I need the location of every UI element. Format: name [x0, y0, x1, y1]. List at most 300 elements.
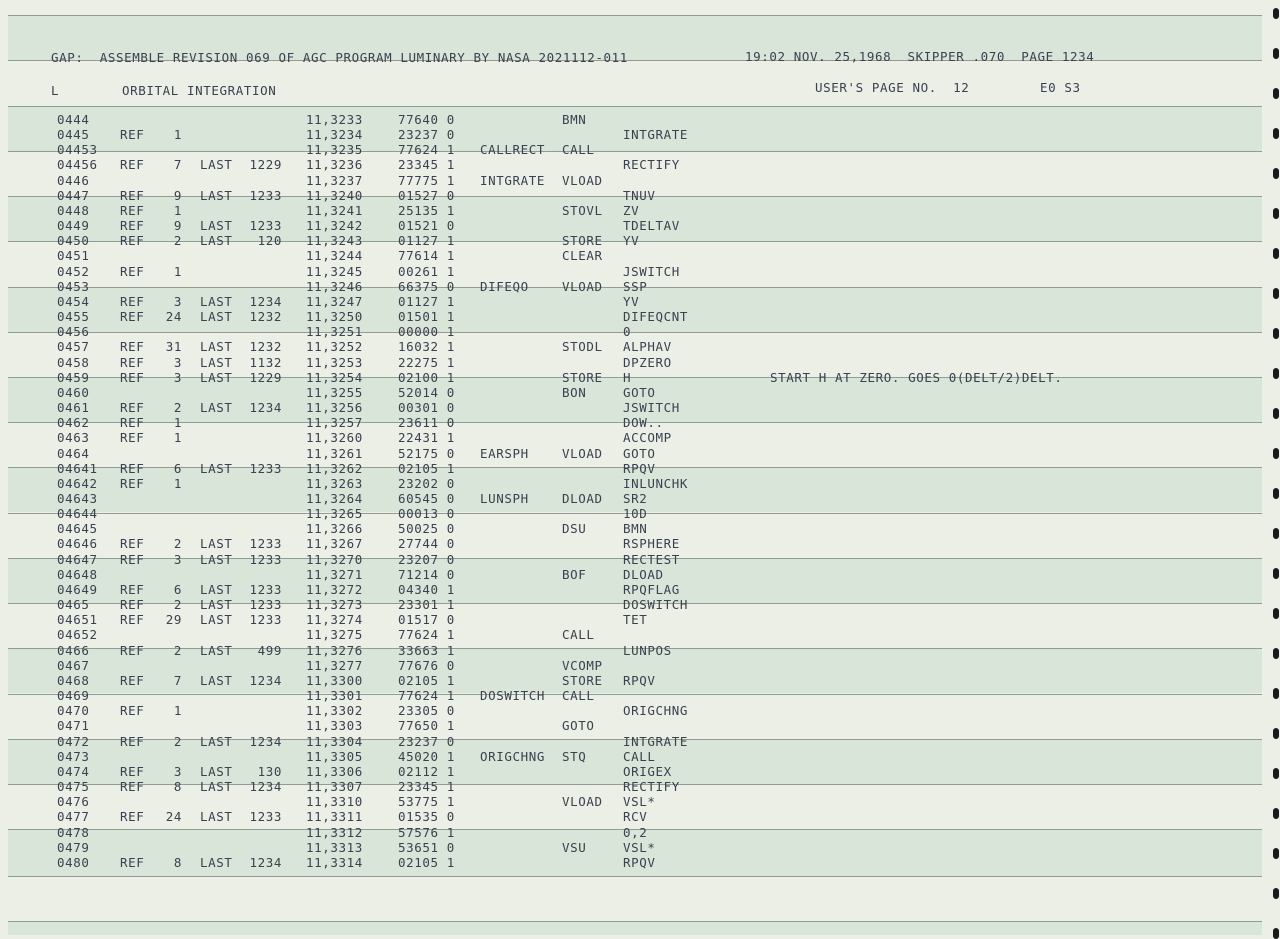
ref-keyword: REF: [120, 536, 145, 552]
operand: ORIGEX: [623, 763, 672, 779]
octal-word: 23305 0: [398, 703, 455, 719]
address: 11,3266: [306, 521, 363, 537]
last-keyword: LAST: [200, 581, 233, 597]
line-number: 0475: [57, 779, 90, 795]
ref-count: 7: [173, 157, 182, 173]
line-number: 04453: [57, 142, 98, 158]
last-keyword: LAST: [200, 309, 233, 325]
ref-keyword: REF: [120, 339, 145, 355]
ref-count: 1: [173, 430, 182, 446]
line-number: 0454: [57, 293, 90, 309]
operand: RECTIFY: [623, 779, 680, 795]
last-page: 1132: [249, 354, 282, 370]
octal-word: 23345 1: [398, 157, 455, 173]
label: DIFEQO: [480, 278, 529, 294]
ref-count: 1: [173, 475, 182, 491]
address: 11,3301: [306, 688, 363, 704]
operand: 10D: [623, 506, 648, 522]
last-page: 1234: [249, 672, 282, 688]
last-keyword: LAST: [200, 779, 233, 795]
address: 11,3273: [306, 597, 363, 613]
opcode: CALL: [562, 627, 595, 643]
feed-hole: [1273, 768, 1279, 779]
address: 11,3306: [306, 763, 363, 779]
ref-keyword: REF: [120, 809, 145, 825]
operand: RECTEST: [623, 551, 680, 567]
opcode: VLOAD: [562, 794, 603, 810]
ref-count: 1: [173, 703, 182, 719]
operand: RECTIFY: [623, 157, 680, 173]
listing-row: [0, 552, 1270, 567]
listing-row: [0, 461, 1270, 476]
last-keyword: LAST: [200, 597, 233, 613]
feed-hole: [1273, 688, 1279, 699]
octal-word: 00013 0: [398, 506, 455, 522]
listing-row: [0, 840, 1270, 855]
last-keyword: LAST: [200, 854, 233, 870]
operand: DPZERO: [623, 354, 672, 370]
last-keyword: LAST: [200, 233, 233, 249]
listing-row: [0, 567, 1270, 582]
feed-hole: [1273, 88, 1279, 99]
listing-row: [0, 203, 1270, 218]
line-number: 0472: [57, 733, 90, 749]
octal-word: 53775 1: [398, 794, 455, 810]
last-keyword: LAST: [200, 763, 233, 779]
listing-row: [0, 749, 1270, 764]
line-number: 0471: [57, 718, 90, 734]
address: 11,3265: [306, 506, 363, 522]
ref-count: 2: [173, 233, 182, 249]
feed-hole: [1273, 208, 1279, 219]
operand: RPQV: [623, 460, 656, 476]
listing-row: [0, 233, 1270, 248]
operand: DOSWITCH: [623, 597, 689, 613]
address: 11,3312: [306, 824, 363, 840]
ref-keyword: REF: [120, 854, 145, 870]
operand: INTGRATE: [623, 733, 689, 749]
octal-word: 02105 1: [398, 460, 455, 476]
octal-word: 53651 0: [398, 839, 455, 855]
feed-hole: [1273, 168, 1279, 179]
octal-word: 52014 0: [398, 384, 455, 400]
octal-word: 23301 1: [398, 597, 455, 613]
ref-count: 1: [173, 263, 182, 279]
address: 11,3240: [306, 187, 363, 203]
line-number: 04648: [57, 566, 98, 582]
feed-hole: [1273, 248, 1279, 259]
operand: 0,2: [623, 824, 648, 840]
opcode: STODL: [562, 339, 603, 355]
feed-hole: [1273, 328, 1279, 339]
octal-word: 23207 0: [398, 551, 455, 567]
listing-row: [0, 643, 1270, 658]
octal-word: 00261 1: [398, 263, 455, 279]
last-keyword: LAST: [200, 809, 233, 825]
octal-word: 60545 0: [398, 491, 455, 506]
ref-count: 6: [173, 581, 182, 597]
feed-hole: [1273, 928, 1279, 939]
line-number: 0473: [57, 748, 90, 764]
operand: RPQV: [623, 854, 656, 870]
ref-keyword: REF: [120, 597, 145, 613]
operand: GOTO: [623, 384, 656, 400]
ref-keyword: REF: [120, 202, 145, 218]
listing-row: [0, 506, 1270, 521]
listing-row: [0, 521, 1270, 536]
line-number: 0466: [57, 642, 90, 658]
octal-word: 01535 0: [398, 809, 455, 825]
operand: ALPHAV: [623, 339, 672, 355]
listing-row: [0, 370, 1270, 385]
paper-stripe: [8, 922, 1262, 935]
page-code: E0 S3: [1040, 80, 1081, 95]
address: 11,3263: [306, 475, 363, 491]
address: 11,3270: [306, 551, 363, 567]
ref-count: 2: [173, 536, 182, 552]
users-page-number: USER'S PAGE NO. 12: [815, 80, 970, 95]
operand: INTGRATE: [623, 127, 689, 143]
address: 11,3244: [306, 248, 363, 264]
ref-count: 2: [173, 733, 182, 749]
line-number: 0447: [57, 187, 90, 203]
octal-word: 16032 1: [398, 339, 455, 355]
line-number: 0450: [57, 233, 90, 249]
octal-word: 33663 1: [398, 642, 455, 658]
address: 11,3310: [306, 794, 363, 810]
address: 11,3313: [306, 839, 363, 855]
last-page: 120: [257, 233, 282, 249]
label: ORIGCHNG: [480, 748, 546, 764]
opcode: STQ: [562, 748, 587, 764]
opcode: STOVL: [562, 202, 603, 218]
label: CALLRECT: [480, 142, 546, 158]
operand: TNUV: [623, 187, 656, 203]
operand: RCV: [623, 809, 648, 825]
line-number: 0476: [57, 794, 90, 810]
operand: SR2: [623, 491, 648, 506]
listing-row: [0, 127, 1270, 142]
operand: H: [623, 369, 632, 385]
ref-keyword: REF: [120, 733, 145, 749]
operand: GOTO: [623, 445, 656, 461]
listing-row: [0, 248, 1270, 263]
line-number: 0455: [57, 309, 90, 325]
octal-word: 77676 0: [398, 657, 455, 673]
ref-count: 24: [165, 809, 182, 825]
octal-word: 27744 0: [398, 536, 455, 552]
opcode: VCOMP: [562, 657, 603, 673]
ref-count: 8: [173, 779, 182, 795]
operand: RSPHERE: [623, 536, 680, 552]
ref-keyword: REF: [120, 233, 145, 249]
page-marker: L: [51, 83, 60, 98]
octal-word: 04340 1: [398, 581, 455, 597]
ref-count: 6: [173, 460, 182, 476]
octal-word: 52175 0: [398, 445, 455, 461]
octal-word: 25135 1: [398, 202, 455, 218]
octal-word: 23237 0: [398, 127, 455, 143]
address: 11,3256: [306, 400, 363, 416]
listing-row: [0, 476, 1270, 491]
line-number: 04641: [57, 460, 98, 476]
ref-count: 24: [165, 309, 182, 325]
operand: ZV: [623, 202, 640, 218]
listing-row: [0, 703, 1270, 718]
octal-word: 77614 1: [398, 248, 455, 264]
octal-word: 57576 1: [398, 824, 455, 840]
operand: YV: [623, 233, 640, 249]
last-keyword: LAST: [200, 612, 233, 628]
listing-row: [0, 430, 1270, 445]
line-number: 04642: [57, 475, 98, 491]
line-number: 0465: [57, 597, 90, 613]
octal-word: 77640 0: [398, 112, 455, 127]
line-number: 04651: [57, 612, 98, 628]
label: INTGRATE: [480, 172, 546, 188]
feed-hole: [1273, 808, 1279, 819]
listing-row: [0, 279, 1270, 294]
ref-keyword: REF: [120, 612, 145, 628]
opcode: VSU: [562, 839, 587, 855]
ref-count: 1: [173, 127, 182, 143]
address: 11,3272: [306, 581, 363, 597]
last-keyword: LAST: [200, 293, 233, 309]
opcode: CALL: [562, 142, 595, 158]
address: 11,3243: [306, 233, 363, 249]
operand: ORIGCHNG: [623, 703, 689, 719]
last-keyword: LAST: [200, 733, 233, 749]
ref-keyword: REF: [120, 309, 145, 325]
opcode: STORE: [562, 369, 603, 385]
line-number: 0467: [57, 657, 90, 673]
line-number: 04456: [57, 157, 98, 173]
line-number: 0457: [57, 339, 90, 355]
listing-row: [0, 764, 1270, 779]
last-keyword: LAST: [200, 536, 233, 552]
listing-row: [0, 264, 1270, 279]
ref-count: 2: [173, 400, 182, 416]
line-number: 0458: [57, 354, 90, 370]
last-keyword: LAST: [200, 187, 233, 203]
octal-word: 77775 1: [398, 172, 455, 188]
operand: DIFEQCNT: [623, 309, 689, 325]
address: 11,3276: [306, 642, 363, 658]
ref-count: 8: [173, 854, 182, 870]
ref-keyword: REF: [120, 293, 145, 309]
line-number: 0460: [57, 384, 90, 400]
address: 11,3257: [306, 415, 363, 431]
ref-keyword: REF: [120, 551, 145, 567]
feed-hole: [1273, 728, 1279, 739]
last-page: 1234: [249, 400, 282, 416]
listing-row: [0, 825, 1270, 840]
address: 11,3250: [306, 309, 363, 325]
line-number: 04645: [57, 521, 98, 537]
address: 11,3267: [306, 536, 363, 552]
operand: RPQV: [623, 672, 656, 688]
ref-keyword: REF: [120, 218, 145, 234]
last-page: 1229: [249, 369, 282, 385]
address: 11,3261: [306, 445, 363, 461]
address: 11,3311: [306, 809, 363, 825]
listing-row: [0, 658, 1270, 673]
listing-row: [0, 612, 1270, 627]
ref-keyword: REF: [120, 581, 145, 597]
ref-keyword: REF: [120, 354, 145, 370]
last-keyword: LAST: [200, 551, 233, 567]
last-page: 1233: [249, 612, 282, 628]
operand: DOW..: [623, 415, 664, 431]
address: 11,3262: [306, 460, 363, 476]
listing-row: [0, 627, 1270, 642]
last-keyword: LAST: [200, 354, 233, 370]
last-page: 1233: [249, 460, 282, 476]
tractor-feed-holes: [1270, 0, 1280, 935]
address: 11,3242: [306, 218, 363, 234]
operand: YV: [623, 293, 640, 309]
opcode: STORE: [562, 672, 603, 688]
octal-word: 02100 1: [398, 369, 455, 385]
address: 11,3275: [306, 627, 363, 643]
operand: ACCOMP: [623, 430, 672, 446]
listing-row: [0, 324, 1270, 339]
address: 11,3300: [306, 672, 363, 688]
address: 11,3274: [306, 612, 363, 628]
line-number: 0479: [57, 839, 90, 855]
operand: VSL*: [623, 839, 656, 855]
ref-keyword: REF: [120, 157, 145, 173]
ref-count: 9: [173, 218, 182, 234]
listing-row: [0, 339, 1270, 354]
address: 11,3260: [306, 430, 363, 446]
ref-keyword: REF: [120, 430, 145, 446]
address: 11,3307: [306, 779, 363, 795]
header-timestamp: 19:02 NOV. 25,1968 SKIPPER .070 PAGE 1234: [745, 49, 1095, 64]
ref-count: 2: [173, 642, 182, 658]
octal-word: 23237 0: [398, 733, 455, 749]
last-page: 1233: [249, 551, 282, 567]
ref-keyword: REF: [120, 187, 145, 203]
operand: RPQFLAG: [623, 581, 680, 597]
operand: CALL: [623, 748, 656, 764]
opcode: GOTO: [562, 718, 595, 734]
address: 11,3233: [306, 112, 363, 127]
octal-word: 01501 1: [398, 309, 455, 325]
octal-word: 45020 1: [398, 748, 455, 764]
line-number: 0449: [57, 218, 90, 234]
last-keyword: LAST: [200, 339, 233, 355]
octal-word: 77624 1: [398, 688, 455, 704]
address: 11,3253: [306, 354, 363, 370]
ref-count: 3: [173, 354, 182, 370]
ref-count: 3: [173, 763, 182, 779]
line-number: 0456: [57, 324, 90, 340]
listing-row: [0, 491, 1270, 506]
line-number: 04646: [57, 536, 98, 552]
address: 11,3245: [306, 263, 363, 279]
last-keyword: LAST: [200, 460, 233, 476]
last-page: 130: [257, 763, 282, 779]
ref-count: 9: [173, 187, 182, 203]
address: 11,3251: [306, 324, 363, 340]
octal-word: 71214 0: [398, 566, 455, 582]
line-number: 0477: [57, 809, 90, 825]
ref-count: 3: [173, 293, 182, 309]
address: 11,3303: [306, 718, 363, 734]
label: LUNSPH: [480, 491, 529, 506]
listing-row: [0, 355, 1270, 370]
feed-hole: [1273, 288, 1279, 299]
listing-row: [0, 157, 1270, 172]
address: 11,3304: [306, 733, 363, 749]
last-keyword: LAST: [200, 157, 233, 173]
listing-row: [0, 734, 1270, 749]
listing-row: [0, 718, 1270, 733]
ref-count: 3: [173, 369, 182, 385]
label: DOSWITCH: [480, 688, 546, 704]
octal-word: 02105 1: [398, 854, 455, 870]
line-number: 0463: [57, 430, 90, 446]
address: 11,3237: [306, 172, 363, 188]
feed-hole: [1273, 8, 1279, 19]
line-number: 0464: [57, 445, 90, 461]
address: 11,3246: [306, 278, 363, 294]
line-number: 04644: [57, 506, 98, 522]
address: 11,3264: [306, 491, 363, 506]
last-page: 1234: [249, 854, 282, 870]
operand: LUNPOS: [623, 642, 672, 658]
operand: SSP: [623, 278, 648, 294]
listing-row: [0, 673, 1270, 688]
last-page: 1233: [249, 581, 282, 597]
address: 11,3271: [306, 566, 363, 582]
listing-row: [0, 446, 1270, 461]
octal-word: 50025 0: [398, 521, 455, 537]
address: 11,3314: [306, 854, 363, 870]
ref-keyword: REF: [120, 672, 145, 688]
opcode: DSU: [562, 521, 587, 537]
line-number: 0452: [57, 263, 90, 279]
last-page: 1233: [249, 218, 282, 234]
ref-count: 3: [173, 551, 182, 567]
opcode: BMN: [562, 112, 587, 127]
octal-word: 22275 1: [398, 354, 455, 370]
feed-hole: [1273, 848, 1279, 859]
octal-word: 77624 1: [398, 142, 455, 158]
listing-row: [0, 294, 1270, 309]
feed-hole: [1273, 528, 1279, 539]
address: 11,3241: [306, 202, 363, 218]
line-number: 0451: [57, 248, 90, 264]
ref-keyword: REF: [120, 460, 145, 476]
feed-hole: [1273, 368, 1279, 379]
ref-count: 2: [173, 597, 182, 613]
operand: JSWITCH: [623, 263, 680, 279]
feed-hole: [1273, 888, 1279, 899]
last-page: 1233: [249, 809, 282, 825]
address: 11,3255: [306, 384, 363, 400]
line-number: 04652: [57, 627, 98, 643]
line-number: 0444: [57, 112, 90, 127]
listing-row: [0, 309, 1270, 324]
ref-keyword: REF: [120, 369, 145, 385]
listing-row: [0, 400, 1270, 415]
paper-rule: [8, 876, 1262, 877]
ref-count: 31: [165, 339, 182, 355]
octal-word: 23202 0: [398, 475, 455, 491]
line-number: 0453: [57, 278, 90, 294]
